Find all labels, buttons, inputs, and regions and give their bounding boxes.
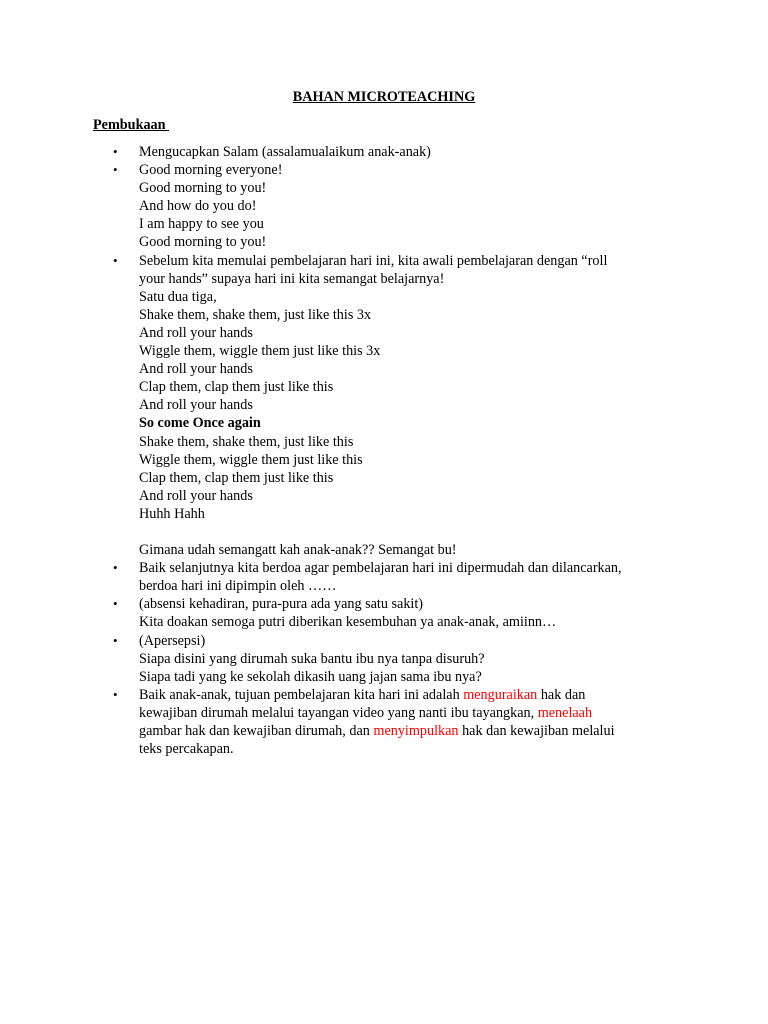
list-item-line: Gimana udah semangatt kah anak-anak?? Semangat bu!	[139, 542, 457, 559]
text-segment: gambar hak dan kewajiban dirumah, dan	[139, 723, 374, 739]
list-item	[0, 686, 669, 758]
list-item-line: (absensi kehadiran, pura-pura ada yang satu sakit)	[139, 596, 424, 613]
list-item-line: Satu dua tiga,	[139, 288, 217, 305]
list-item	[0, 143, 669, 161]
bullet-icon: •	[113, 252, 118, 268]
list-item-line: Mengucapkan Salam (assalamualaikum anak-anak)	[139, 144, 431, 160]
list-item-line: berdoa hari ini dipimpin oleh ……	[139, 578, 337, 595]
list-item-line: Shake them, shake them, just like this 3x	[139, 306, 372, 323]
list-item-line: Wiggle them, wiggle them just like this 3x	[139, 343, 381, 360]
list-item-line: And how do you do!	[139, 198, 257, 215]
list-item-line: Huhh Hahh	[139, 505, 205, 522]
bullet-icon: •	[113, 596, 118, 612]
list-item-line: And roll your hands	[139, 324, 253, 341]
list-item-line	[139, 704, 669, 722]
highlighted-term: menguraikan	[463, 686, 538, 703]
bullet-icon: •	[113, 632, 118, 648]
bullet-list	[0, 143, 768, 758]
blank-line	[139, 523, 669, 541]
list-item-line: I am happy to see you	[139, 216, 264, 233]
list-item-line: And roll your hands	[139, 487, 253, 504]
list-item-line	[139, 722, 669, 740]
list-item-line: Good morning everyone!	[139, 162, 283, 179]
text-segment: hak dan	[537, 686, 586, 703]
list-item-line: And roll your hands	[139, 397, 253, 414]
list-item-line: So come Once again	[139, 415, 261, 432]
list-item-line	[139, 686, 669, 704]
text-segment: Baik anak-anak, tujuan pembelajaran kita hari ini adalah	[139, 686, 464, 703]
list-item-line: Good morning to you!	[139, 234, 267, 251]
text-segment: teks percakapan.	[139, 741, 234, 758]
list-item-line: Wiggle them, wiggle them just like this	[139, 451, 363, 468]
list-item-line: Good morning to you!	[139, 180, 267, 197]
bullet-icon: •	[113, 144, 118, 159]
list-item	[0, 161, 669, 251]
list-item	[0, 559, 669, 595]
list-item-line: Siapa disini yang dirumah suka bantu ibu nya tanpa disuruh?	[139, 650, 485, 667]
list-item-line: Kita doakan semoga putri diberikan kesembuhan ya anak-anak, amiinn…	[139, 614, 557, 631]
highlighted-term: menelaah	[537, 704, 593, 721]
list-item-line: And roll your hands	[139, 361, 253, 378]
list-item-line: Siapa tadi yang ke sekolah dikasih uang jajan sama ibu nya?	[139, 668, 482, 685]
bullet-icon: •	[113, 162, 118, 178]
list-item-line: Sebelum kita memulai pembelajaran hari ini, kita awali pembelajaran dengan “roll	[139, 252, 608, 269]
list-item-line	[139, 740, 669, 758]
list-item-line: Baik selanjutnya kita berdoa agar pembelajaran hari ini dipermudah dan dilancarkan,	[139, 560, 622, 577]
highlighted-term: menyimpulkan	[373, 723, 459, 739]
bullet-icon: •	[113, 560, 118, 576]
list-item-line: Shake them, shake them, just like this	[139, 433, 354, 450]
text-segment: kewajiban dirumah melalui tayangan video yang nanti ibu tayangkan,	[139, 704, 538, 721]
document-title: BAHAN MICROTEACHING	[292, 89, 476, 105]
list-item-line: Clap them, clap them just like this	[139, 469, 334, 486]
text-segment: hak dan kewajiban melalui	[458, 723, 615, 739]
list-item-line: your hands” supaya hari ini kita semangat belajarnya!	[139, 270, 445, 287]
list-item	[0, 252, 669, 560]
list-item	[0, 632, 669, 686]
section-heading: Pembukaan	[93, 117, 170, 133]
list-item-line: (Apersepsi)	[139, 632, 206, 649]
list-item-line: Clap them, clap them just like this	[139, 379, 334, 396]
list-item	[0, 595, 669, 631]
bullet-icon: •	[113, 686, 118, 702]
